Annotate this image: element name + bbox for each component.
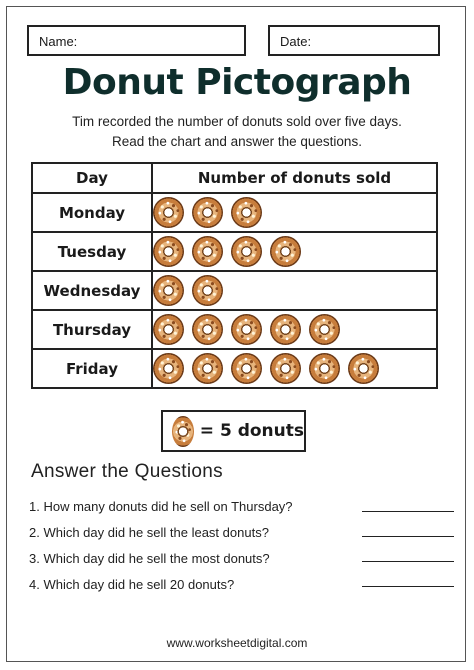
name-field[interactable] [27,25,246,56]
date-label: Date: [280,34,312,49]
donut-icon [231,314,262,345]
day-label-wednesday: Wednesday [32,271,152,310]
donut-icons-cell [152,349,437,388]
date-field[interactable] [268,25,440,56]
table-header-row [32,163,437,193]
count-column-header: Number of donuts sold [152,163,437,193]
intro-line-2: Read the chart and answer the questions. [112,134,362,149]
answer-line-3[interactable] [362,561,454,562]
donut-icon [309,353,340,384]
donut-icon [231,353,262,384]
answer-line-2[interactable] [362,536,454,537]
donut-icons-cell [152,271,437,310]
question-2: 2. Which day did he sell the least donuts? [29,525,269,540]
table-row [32,349,437,388]
donut-icon [231,236,262,267]
donut-icon [192,314,223,345]
donut-icon [192,197,223,228]
name-label: Name: [39,34,78,49]
donut-icon [192,236,223,267]
donut-icons-cell [152,193,437,232]
table-row [32,232,437,271]
donut-icons-cell [152,232,437,271]
donut-icon [192,275,223,306]
answer-line-4[interactable] [362,586,454,587]
page-title: Donut Pictograph [62,62,412,103]
donut-icon [153,197,184,228]
question-4: 4. Which day did he sell 20 donuts? [29,577,235,592]
donut-icons-cell [152,310,437,349]
intro-line-1: Tim recorded the number of donuts sold over five days. [72,114,402,129]
donut-icon [270,236,301,267]
intro-text [0,112,474,152]
question-1: 1. How many donuts did he sell on Thursday? [29,499,293,514]
donut-icon [153,353,184,384]
donut-icon [153,314,184,345]
table-row [32,271,437,310]
donut-icon [309,314,340,345]
day-label-thursday: Thursday [32,310,152,349]
day-column-header: Day [32,163,152,193]
key-text: = 5 donuts [199,421,304,441]
donut-icon [231,197,262,228]
donut-icon [172,416,194,447]
day-label-monday: Monday [32,193,152,232]
donut-icon [192,353,223,384]
donut-icon [270,314,301,345]
question-3: 3. Which day did he sell the most donuts? [29,551,270,566]
answer-line-1[interactable] [362,511,454,512]
donut-icon [153,275,184,306]
donut-icon [153,236,184,267]
day-label-tuesday: Tuesday [32,232,152,271]
table-row [32,310,437,349]
donut-icon [270,353,301,384]
donut-icon [348,353,379,384]
pictograph-table [31,162,438,389]
day-label-friday: Friday [32,349,152,388]
table-row [32,193,437,232]
questions-heading: Answer the Questions [31,461,223,482]
footer-url: www.worksheetdigital.com [166,636,308,650]
pictograph-key [161,410,306,452]
